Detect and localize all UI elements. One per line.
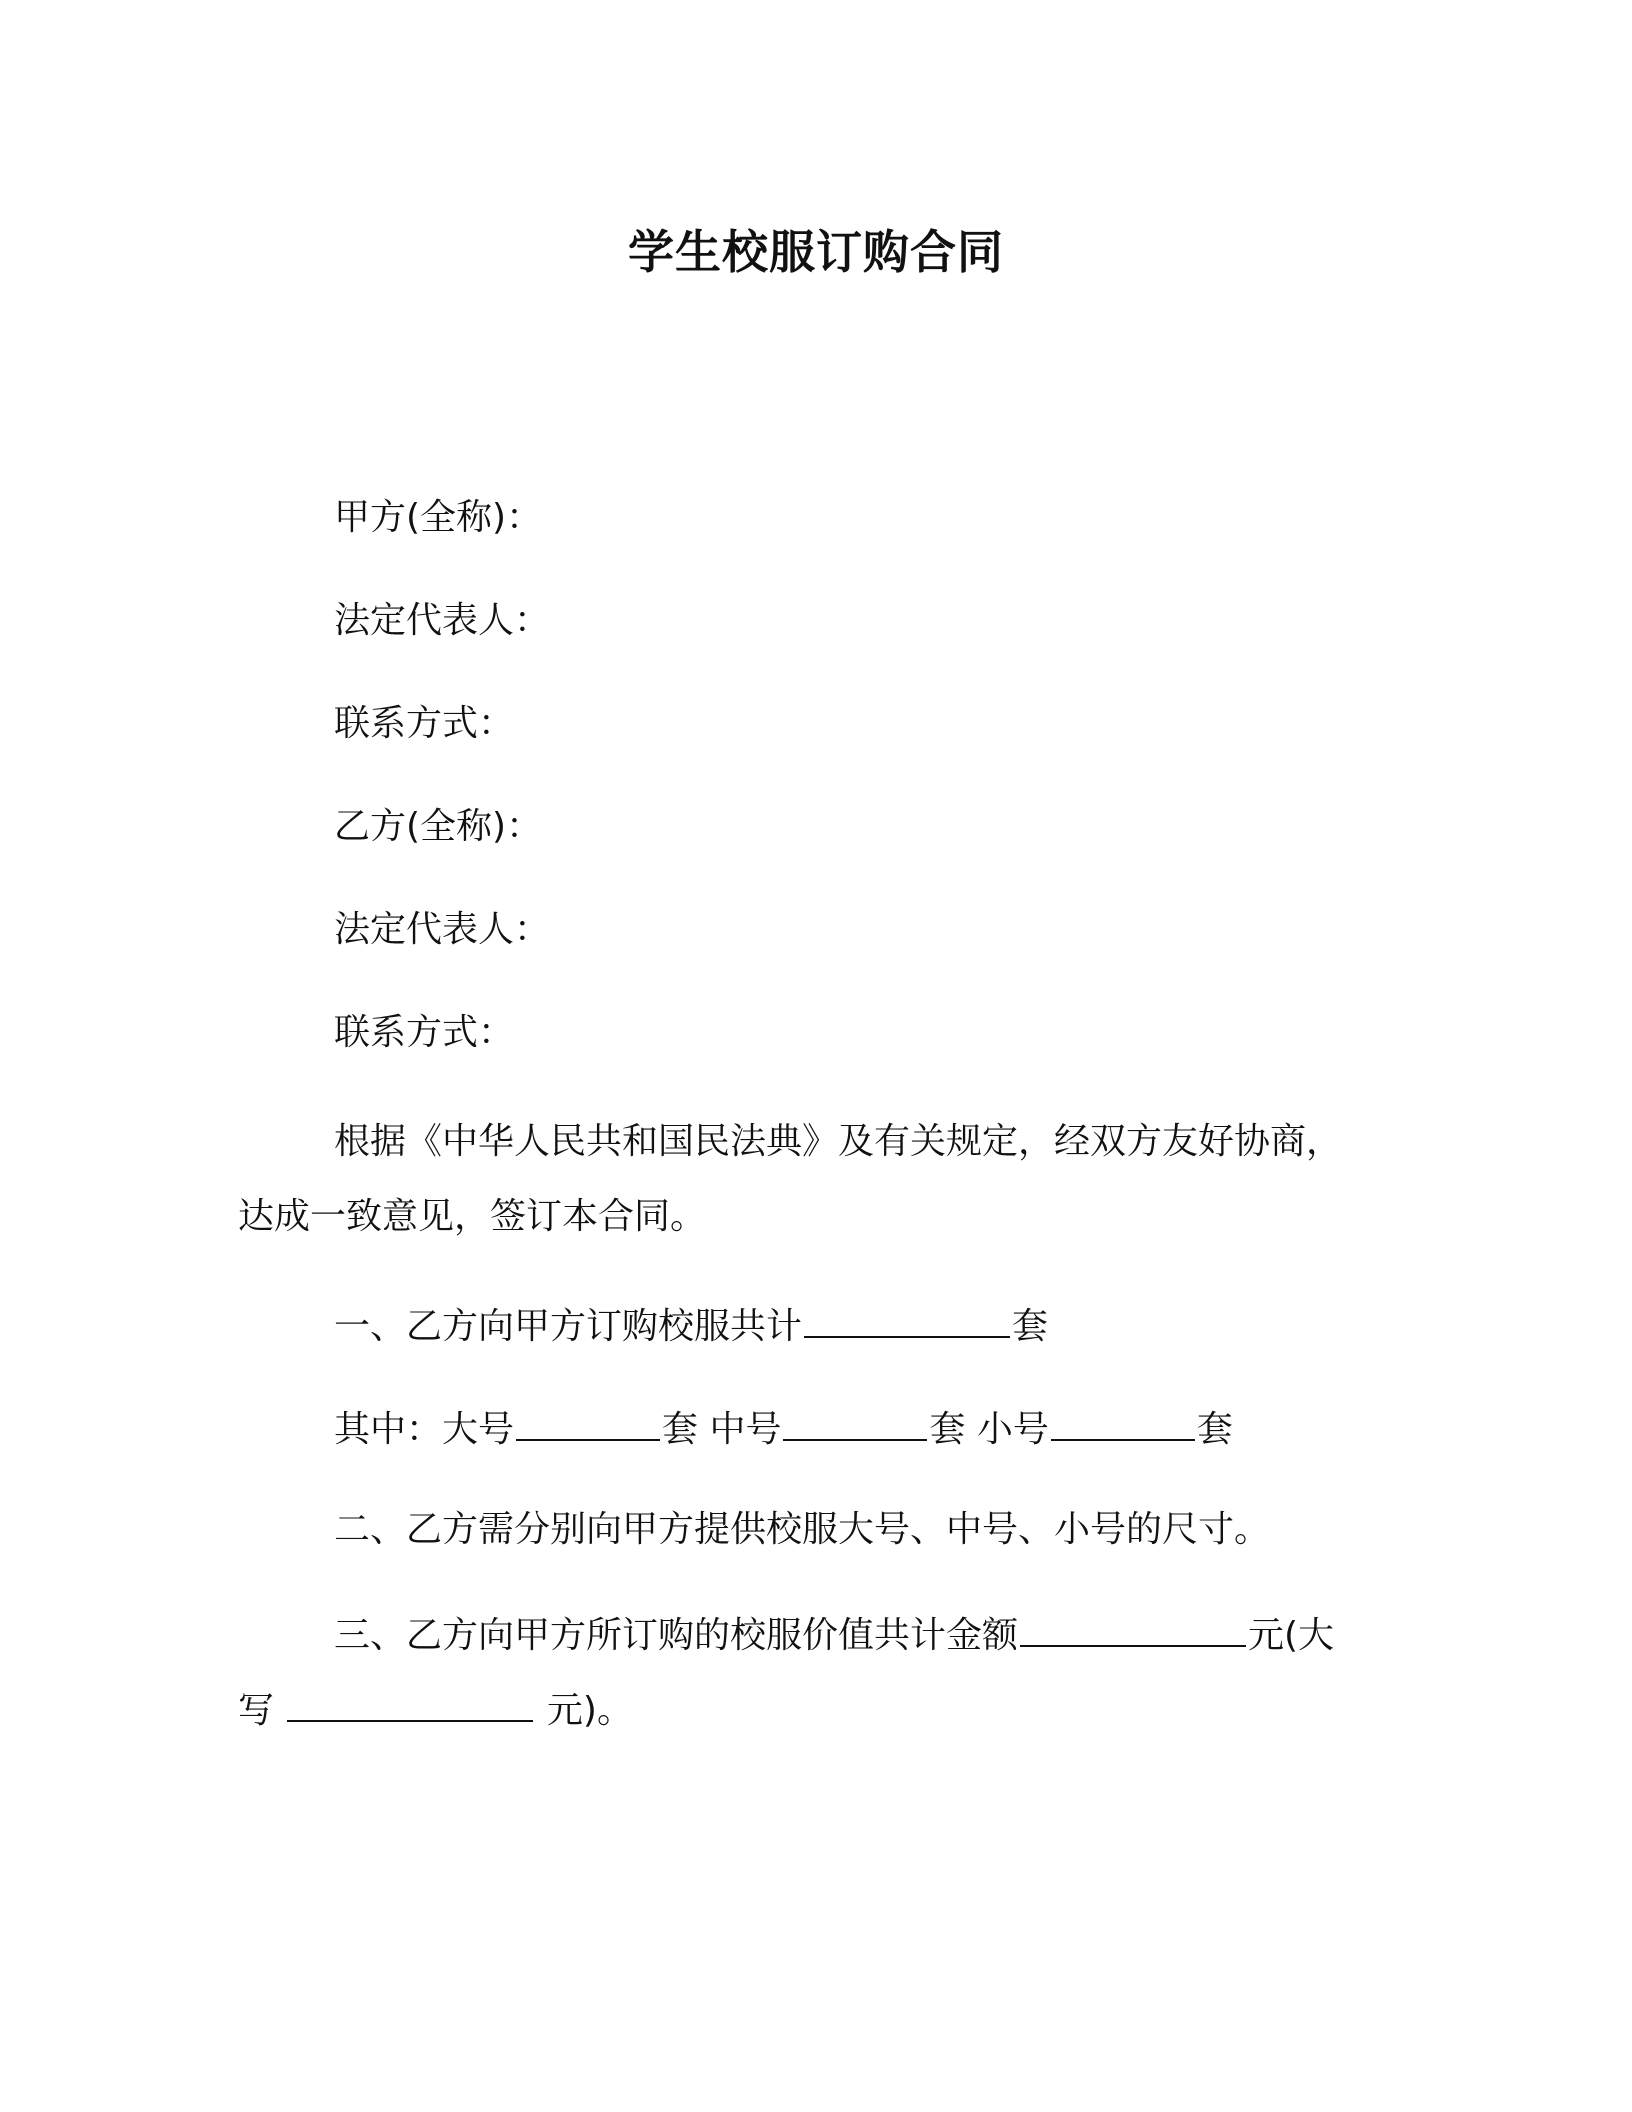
- medium-size-blank[interactable]: [783, 1403, 927, 1441]
- clause-1-sizes: [334, 1403, 1233, 1454]
- preamble-line-2: 达成一致意见，签订本合同。: [238, 1196, 707, 1237]
- clause-3-line-2-prefix: 写: [238, 1690, 286, 1731]
- party-a-contact-label: 联系方式：: [334, 703, 515, 744]
- small-size-unit: 套: [1196, 1409, 1233, 1450]
- clause-1-text: 一、乙方向甲方订购校服共计: [334, 1306, 803, 1347]
- clause-3-line-2-suffix: 元)。: [535, 1690, 633, 1731]
- party-a-name-label: 甲方(全称)：: [334, 497, 543, 538]
- party-b-contact-label: 联系方式：: [334, 1012, 515, 1053]
- large-size-blank[interactable]: [516, 1403, 660, 1441]
- clause-3: [334, 1609, 1334, 1660]
- total-amount-blank[interactable]: [1020, 1609, 1246, 1647]
- clause-1-unit: 套: [1012, 1306, 1049, 1347]
- party-a-representative-label: 法定代表人：: [334, 600, 551, 641]
- medium-size-unit: 套 小号: [929, 1409, 1049, 1450]
- large-size-unit: 套 中号: [662, 1409, 782, 1450]
- party-b-name-label: 乙方(全称)：: [334, 806, 543, 847]
- document-title: 学生校服订购合同: [628, 225, 1004, 279]
- small-size-blank[interactable]: [1051, 1403, 1195, 1441]
- party-b-representative-label: 法定代表人：: [334, 909, 551, 950]
- clause-3-after-blank: 元(大: [1248, 1615, 1335, 1656]
- clause-3-line-2: [238, 1684, 633, 1735]
- clause-2: 二、乙方需分别向甲方提供校服大号、中号、小号的尺寸。: [334, 1509, 1271, 1550]
- sizes-intro: 其中：大号: [334, 1409, 515, 1450]
- total-sets-blank[interactable]: [804, 1300, 1010, 1338]
- clause-3-text: 三、乙方向甲方所订购的校服价值共计金额: [334, 1615, 1019, 1656]
- clause-1: [334, 1300, 1048, 1351]
- amount-in-words-blank[interactable]: [287, 1684, 533, 1722]
- preamble-line-1: 根据《中华人民共和国民法典》及有关规定，经双方友好协商，: [334, 1121, 1343, 1162]
